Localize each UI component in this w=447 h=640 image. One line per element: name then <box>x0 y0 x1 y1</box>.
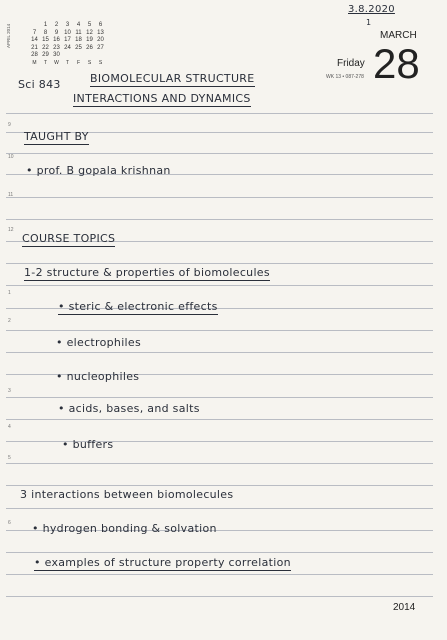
ruled-line <box>6 113 433 114</box>
ruled-line <box>6 330 433 331</box>
hour-number: 10 <box>8 154 14 160</box>
hour-number: 2 <box>8 318 11 324</box>
calendar-day: 25 <box>75 44 82 51</box>
calendar-day: 3 <box>65 22 70 28</box>
hour-number: 4 <box>8 424 11 430</box>
calendar-day: 11 <box>75 29 82 36</box>
calendar-month-label: APRIL 2014 <box>6 23 11 48</box>
calendar-day: 18 <box>75 37 82 43</box>
calendar-weekday: T <box>43 59 48 66</box>
topic-item: • nucleophiles <box>56 370 140 383</box>
calendar-day: 4 <box>76 22 81 28</box>
calendar-day: 19 <box>86 37 93 43</box>
footer-year: 2014 <box>393 602 416 613</box>
calendar-day <box>18 52 29 60</box>
calendar-weekday <box>18 60 29 68</box>
calendar-day: 1 <box>43 22 48 28</box>
calendar-weekday: S <box>87 59 92 66</box>
calendar-row <box>18 22 106 30</box>
calendar-day: 27 <box>97 44 104 51</box>
ruled-line <box>6 463 433 464</box>
ruled-line <box>6 485 433 486</box>
calendar-day: 22 <box>42 44 49 51</box>
calendar-weekday-row <box>18 60 106 68</box>
ruled-line <box>6 419 433 420</box>
topic-item: • hydrogen bonding & solvation <box>32 522 217 535</box>
ruled-line <box>6 153 433 154</box>
day-name: Friday <box>337 58 365 69</box>
ruled-line <box>6 508 433 509</box>
ruled-line <box>6 574 433 575</box>
hour-number: 5 <box>8 455 11 461</box>
calendar-day: 21 <box>31 44 38 51</box>
topic-item: • examples of structure property correlation <box>34 556 291 569</box>
calendar-day <box>18 45 29 53</box>
title-line-1: BIOMOLECULAR STRUCTURE <box>90 72 255 85</box>
hour-number: 9 <box>8 122 11 128</box>
calendar-day: 6 <box>98 22 103 28</box>
title-line-2: INTERACTIONS AND DYNAMICS <box>73 92 251 105</box>
calendar-weekday: S <box>98 59 103 66</box>
calendar-day <box>73 52 84 60</box>
topic-item: • buffers <box>62 438 114 451</box>
course-code: Sci 843 <box>18 78 61 91</box>
ruled-line <box>6 552 433 553</box>
calendar-day: 15 <box>42 37 49 43</box>
calendar-day: 12 <box>86 29 93 36</box>
calendar-weekday: F <box>76 59 81 66</box>
calendar-row <box>18 30 106 38</box>
ruled-line <box>6 285 433 286</box>
calendar-day <box>29 22 40 30</box>
week-info: WK 13 • 087-278 <box>326 74 364 80</box>
handwritten-page-number: 1 <box>366 18 372 27</box>
hour-number: 6 <box>8 520 11 526</box>
calendar-day <box>18 30 29 38</box>
calendar-weekday: W <box>54 59 59 66</box>
calendar-day: 17 <box>64 37 71 43</box>
calendar-row <box>18 45 106 53</box>
calendar-day: 26 <box>86 44 93 51</box>
ruled-line <box>6 352 433 353</box>
ruled-line <box>6 219 433 220</box>
calendar-day: 2 <box>54 22 59 28</box>
calendar-weekday: M <box>32 59 37 66</box>
calendar-day: 24 <box>64 44 71 51</box>
taught-by-heading: TAUGHT BY <box>24 130 89 143</box>
section-2-heading: 3 interactions between biomolecules <box>20 488 234 501</box>
calendar-day <box>95 52 106 60</box>
hour-number: 12 <box>8 227 14 233</box>
ruled-line <box>6 197 433 198</box>
calendar-day <box>84 52 95 60</box>
calendar-day: 16 <box>53 37 60 43</box>
topic-item: • electrophiles <box>56 336 142 349</box>
hour-number: 3 <box>8 388 11 394</box>
mini-calendar <box>18 22 106 67</box>
calendar-day: 29 <box>42 52 49 58</box>
ruled-line <box>6 263 433 264</box>
topic-item: • steric & electronic effects <box>58 300 218 313</box>
calendar-day: 20 <box>97 37 104 43</box>
calendar-day: 14 <box>31 37 38 43</box>
course-topics-heading: COURSE TOPICS <box>22 232 116 245</box>
calendar-row <box>18 52 106 60</box>
hour-number: 11 <box>8 192 14 198</box>
calendar-day: 8 <box>43 29 48 36</box>
calendar-day <box>18 37 29 45</box>
instructor-name: • prof. B gopala krishnan <box>26 164 171 177</box>
calendar-day: 23 <box>53 44 60 51</box>
topic-item: • acids, bases, and salts <box>58 402 200 415</box>
hour-number: 1 <box>8 290 11 296</box>
calendar-day <box>62 52 73 60</box>
handwritten-date: 3.8.2020 <box>348 4 395 15</box>
section-1-heading: 1-2 structure & properties of biomolecules <box>24 266 270 279</box>
calendar-day: 30 <box>53 52 60 58</box>
calendar-day: 9 <box>54 29 59 36</box>
ruled-line <box>6 397 433 398</box>
calendar-day: 13 <box>97 29 104 36</box>
calendar-row <box>18 37 106 45</box>
calendar-day: 10 <box>64 29 71 36</box>
ruled-line <box>6 596 433 597</box>
calendar-day: 28 <box>31 52 38 58</box>
calendar-weekday: T <box>65 59 70 66</box>
calendar-day <box>18 22 29 30</box>
day-number: 28 <box>373 40 420 87</box>
month-label: MARCH <box>380 30 417 41</box>
calendar-day: 5 <box>87 22 92 28</box>
calendar-day: 7 <box>32 29 37 36</box>
